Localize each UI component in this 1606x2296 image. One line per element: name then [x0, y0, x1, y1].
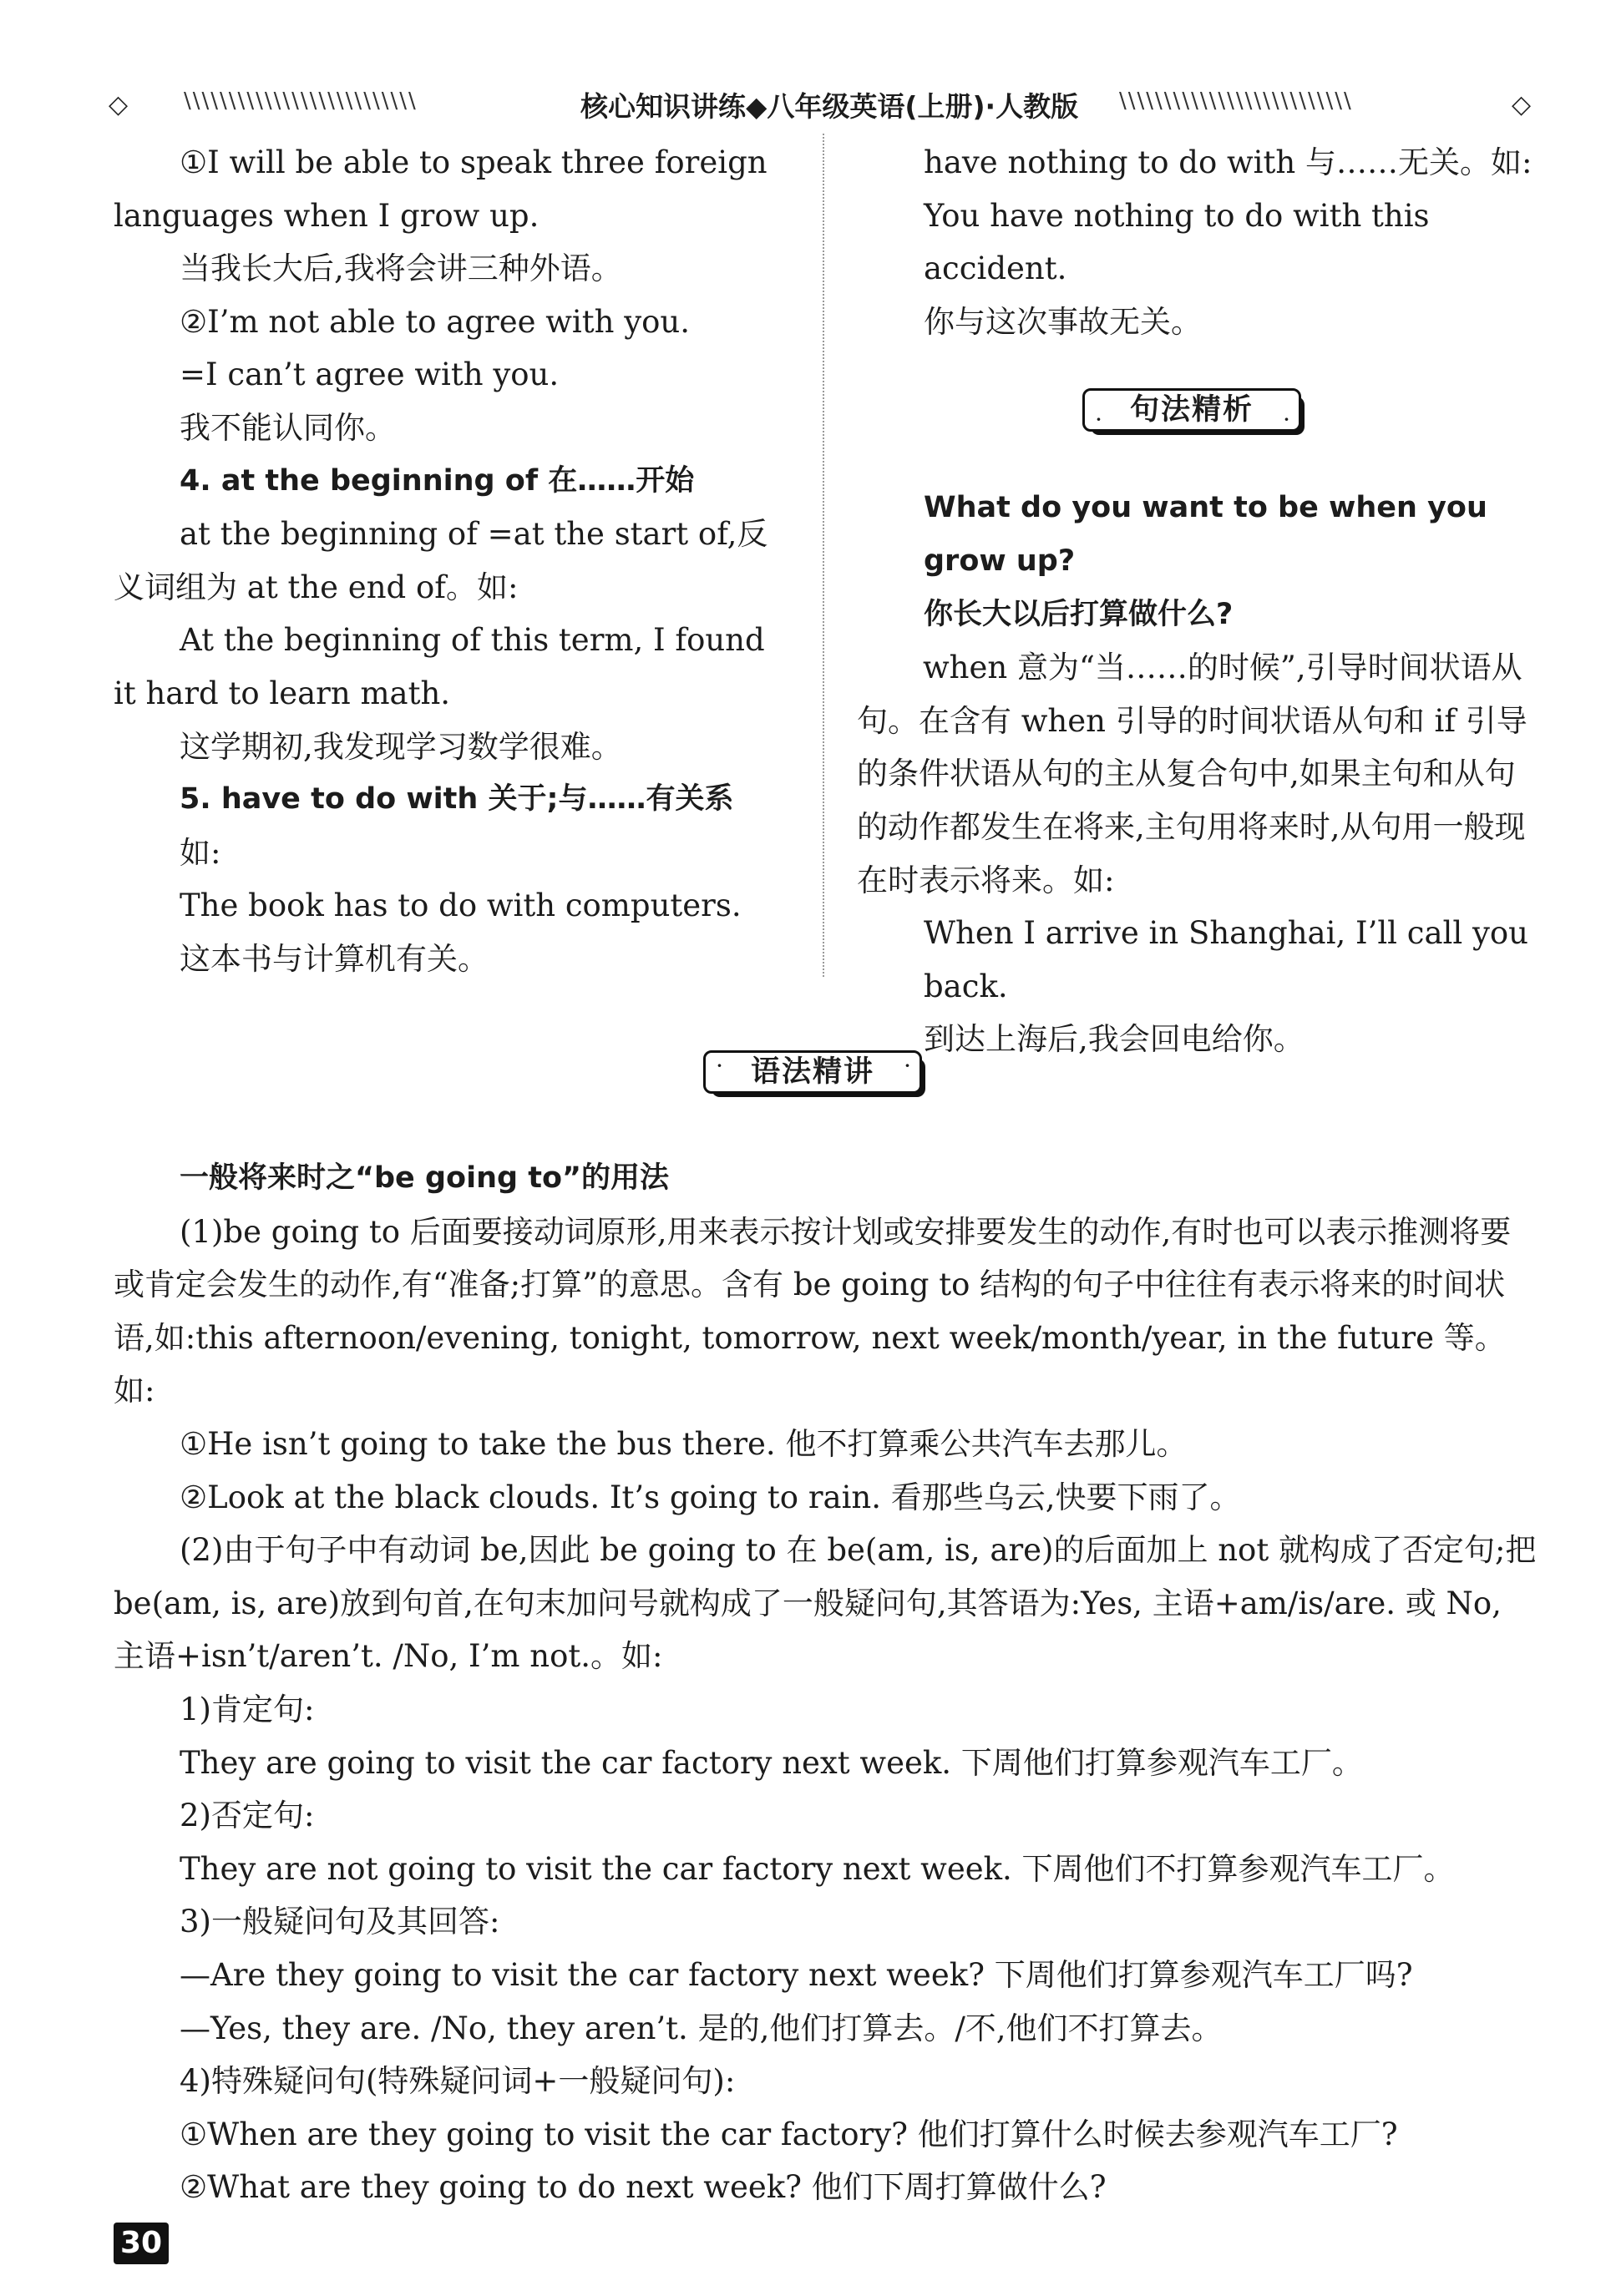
- left-line-7: At the beginning of this term, I found it hard to learn math.: [114, 622, 765, 711]
- question-label: 3)一般疑问句及其回答:: [180, 1904, 500, 1940]
- right-heading-translation: 你长大以后打算做什么?: [924, 597, 1234, 631]
- right-example: When I arrive in Shanghai, I’ll call you back.: [924, 915, 1528, 1004]
- page-header: [109, 82, 1545, 129]
- grammar-badge: [703, 1050, 929, 1097]
- left-line-6: at the beginning of =at the start of,反义词组为 at the end of。如:: [114, 516, 768, 605]
- grammar-para-1: (1)be going to 后面要接动词原形,用来表示按计划或安排要发生的动作,有时也可以表示推测将要或肯定会发生的动作,有“准备;打算”的意思。含有 be going to 结构的句子中往往有表示将来的时间状语,如:this afternoon/evening, tonight, tomorrow, next week/month/year, in the future 等。如:: [114, 1213, 1512, 1409]
- badge-dot-right: ·: [1284, 409, 1289, 430]
- right-example-translation: 到达上海后,我会回电给你。: [924, 1021, 1305, 1058]
- right-line-2: You have nothing to do with this accident.: [924, 197, 1430, 287]
- syntax-badge-area: [857, 348, 1540, 482]
- right-explanation: when 意为“当……的时候”,引导时间状语从句。在含有 when 引导的时间状语从句和 if 引导的条件状语从句的主从复合句中,如果主句和从句的动作都发生在将来,主句用将来时,从句用一般现在时表示将来。如:: [857, 650, 1527, 898]
- grammar-badge-label: 语法精讲: [750, 1055, 874, 1089]
- right-line-1: have nothing to do with 与……无关。如:: [924, 144, 1533, 180]
- grammar-section: [114, 1152, 1540, 2214]
- column-divider: [823, 134, 824, 977]
- left-line-1: ①I will be able to speak three foreign languages when I grow up.: [114, 144, 768, 234]
- right-column: [857, 136, 1540, 1066]
- right-heading-sentence: What do you want to be when you grow up?: [924, 491, 1487, 578]
- left-line-3: ②I’m not able to agree with you.: [180, 303, 690, 340]
- diamond-icon: ◇: [109, 90, 129, 119]
- badge-dot-left: ·: [1096, 409, 1102, 430]
- grammar-example-1: ①He isn’t going to take the bus there. 他不打算乘公共汽车去那儿。: [180, 1425, 1188, 1462]
- badge-dot-right: ·: [904, 1055, 910, 1075]
- header-ticks-left: \\\\\\\\\\\\\\\\\\\\\\\\\\: [184, 89, 418, 114]
- question-example-2: —Yes, they are. /No, they aren’t. 是的,他们打算去。/不,他们不打算去。: [180, 2010, 1223, 2046]
- left-heading-4: 4. at the beginning of 在……开始: [180, 463, 695, 498]
- grammar-title: 一般将来时之“be going to”的用法: [180, 1161, 670, 1195]
- left-line-10: The book has to do with computers.: [180, 888, 742, 924]
- left-line-2: 当我长大后,我将会讲三种外语。: [180, 250, 622, 287]
- left-line-8: 这学期初,我发现学习数学很难。: [180, 728, 622, 765]
- left-line-5: 我不能认同你。: [180, 409, 396, 446]
- question-example-1: —Are they going to visit the car factory next week? 下周他们打算参观汽车工厂吗?: [180, 1956, 1413, 1993]
- negative-label: 2)否定句:: [180, 1798, 315, 1834]
- wh-question-label: 4)特殊疑问句(特殊疑问词+一般疑问句):: [180, 2063, 736, 2100]
- page-number: 30: [114, 2223, 169, 2264]
- left-line-4: =I can’t agree with you.: [180, 357, 560, 393]
- left-line-9: 如:: [180, 834, 221, 871]
- left-column: [114, 136, 797, 986]
- left-line-11: 这本书与计算机有关。: [180, 940, 489, 977]
- syntax-badge: [1082, 388, 1308, 435]
- negative-example: They are not going to visit the car factory next week. 下周他们不打算参观汽车工厂。: [180, 1850, 1455, 1887]
- badge-dot-left: ·: [717, 1055, 722, 1075]
- right-line-3: 你与这次事故无关。: [924, 303, 1202, 340]
- grammar-para-2: (2)由于句子中有动词 be,因此 be going to 在 be(am, is, are)的后面加上 not 就构成了否定句;把 be(am, is, are)放到句首,在句末加问号就构成了一般疑问句,其答语为:Yes, 主语+am/is/are. 或 No, 主语+isn’t/aren’t. /No, I’m not.。如:: [114, 1532, 1537, 1675]
- diamond-icon: ◇: [1512, 90, 1532, 119]
- header-title: 核心知识讲练◆八年级英语(上册)·人教版: [580, 90, 1079, 123]
- wh-question-example-2: ②What are they going to do next week? 他们下周打算做什么?: [180, 2169, 1107, 2206]
- grammar-example-2: ②Look at the black clouds. It’s going to rain. 看那些乌云,快要下雨了。: [180, 1479, 1241, 1515]
- syntax-badge-label: 句法精析: [1129, 393, 1254, 427]
- affirmative-label: 1)肯定句:: [180, 1691, 315, 1727]
- left-heading-5: 5. have to do with 关于;与……有关系: [180, 782, 734, 817]
- header-ticks-right: \\\\\\\\\\\\\\\\\\\\\\\\\\: [1119, 89, 1353, 114]
- affirmative-example: They are going to visit the car factory next week. 下周他们打算参观汽车工厂。: [180, 1744, 1363, 1781]
- wh-question-example-1: ①When are they going to visit the car factory? 他们打算什么时候去参观汽车工厂?: [180, 2116, 1398, 2152]
